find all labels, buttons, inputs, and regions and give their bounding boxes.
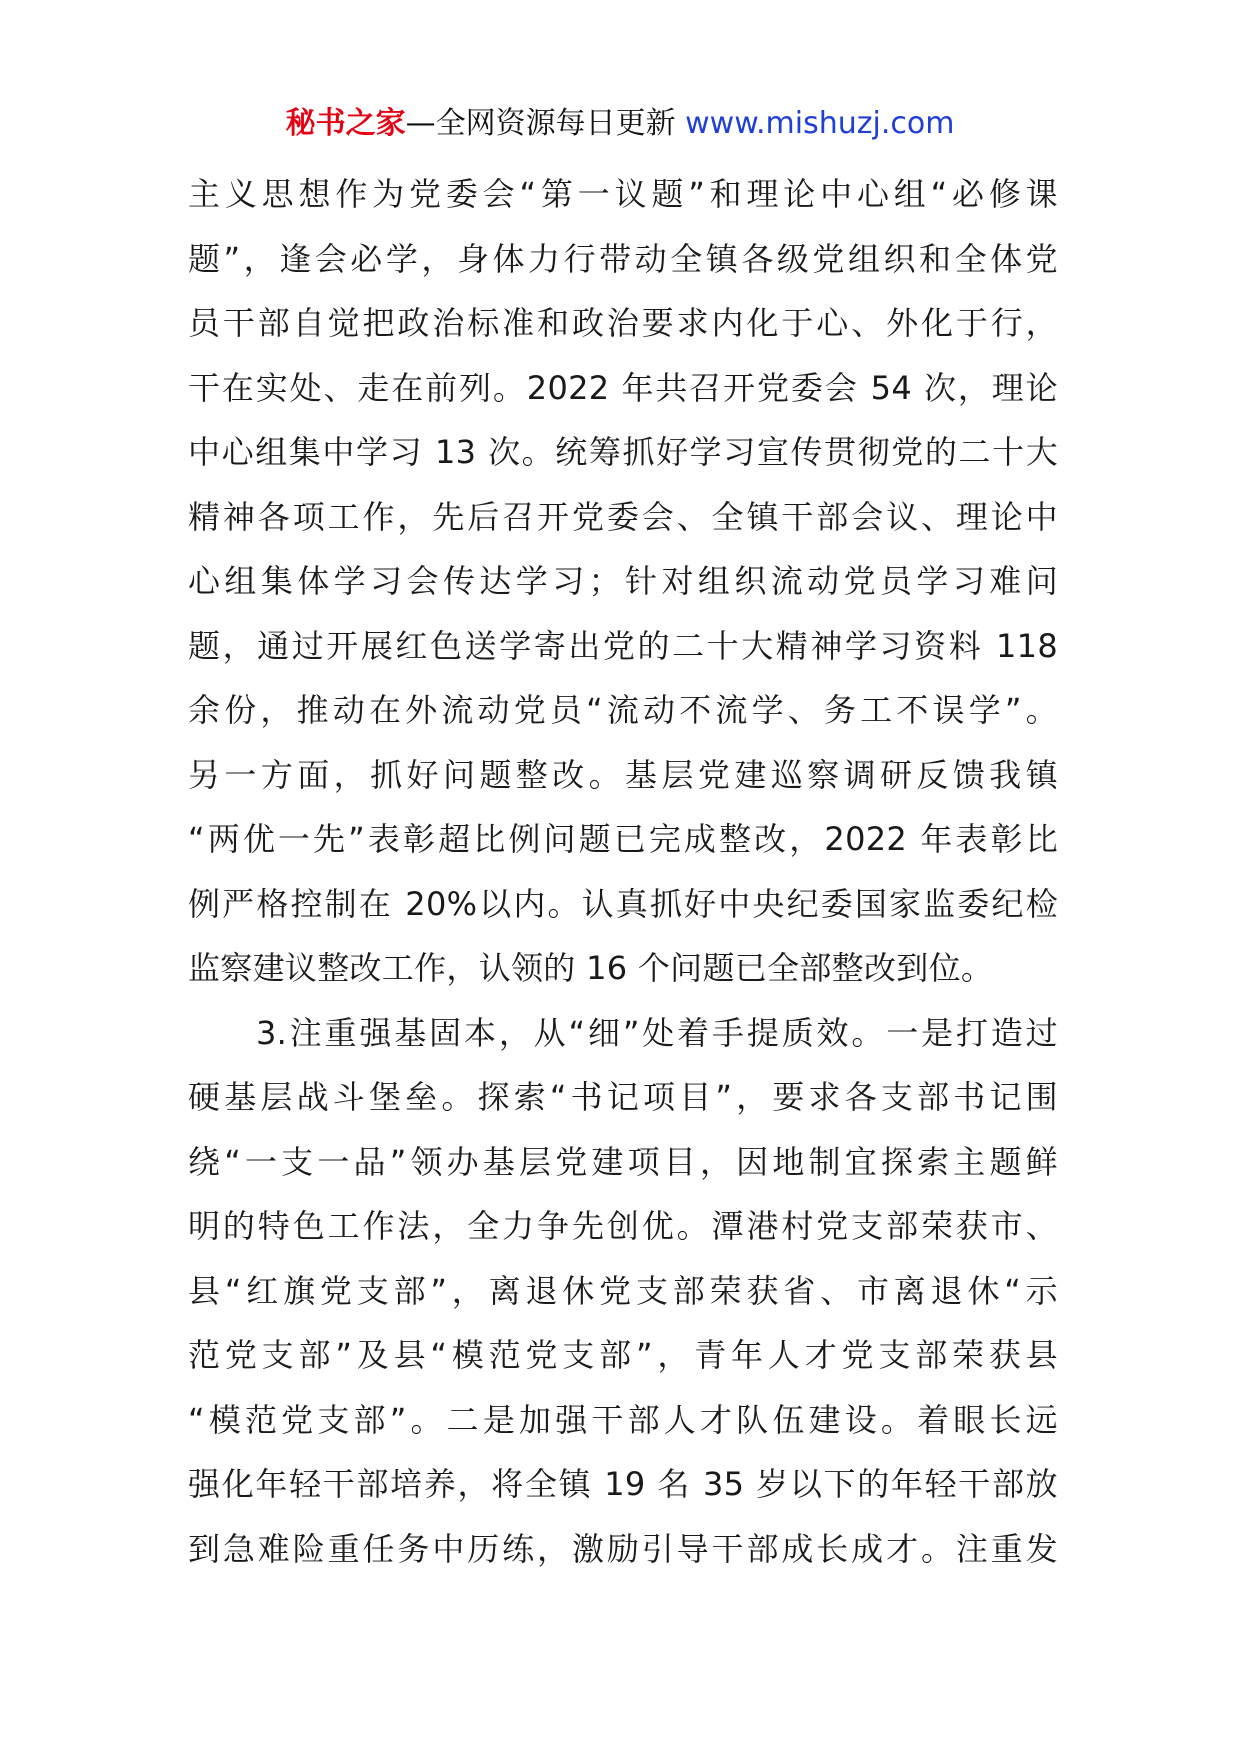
text-line: 中心组集中学习 13 次。统筹抓好学习宣传贯彻党的二十大 bbox=[188, 433, 1058, 471]
text-line: “模范党支部”。二是加强干部人才队伍建设。着眼长远 bbox=[188, 1400, 1058, 1439]
text-line: 心组集体学习会传达学习；针对组织流动党员学习难问 bbox=[188, 562, 1058, 600]
text-line: 绕“一支一品”领办基层党建项目，因地制宜探索主题鲜 bbox=[188, 1142, 1058, 1181]
text-line: 主义思想作为党委会“第一议题”和理论中心组“必修课 bbox=[188, 175, 1058, 213]
text-line: 员干部自觉把政治标准和政治要求内化于心、外化于行， bbox=[188, 304, 1058, 342]
paragraph-start-line: 3.注重强基固本，从“细”处着手提质效。一是打造过 bbox=[256, 1013, 1058, 1052]
text-line: 精神各项工作，先后召开党委会、全镇干部会议、理论中 bbox=[188, 497, 1058, 536]
brand-name: 秘书之家 bbox=[285, 106, 406, 141]
site-header bbox=[0, 104, 1240, 144]
text-line: “两优一先”表彰超比例问题已完成整改，2022 年表彰比 bbox=[188, 820, 1058, 858]
text-line: 县“红旗党支部”，离退休党支部荣获省、市离退休“示 bbox=[188, 1271, 1058, 1310]
site-url-link[interactable]: www.mishuzj.com bbox=[685, 106, 955, 141]
text-line: 到急难险重任务中历练，激励引导干部成长成才。注重发 bbox=[188, 1529, 1058, 1568]
text-line: 干在实处、走在前列。2022 年共召开党委会 54 次，理论 bbox=[188, 368, 1058, 407]
text-line: 余份，推动在外流动党员“流动不流学、务工不误学”。 bbox=[188, 691, 1058, 729]
text-line: 强化年轻干部培养，将全镇 19 名 35 岁以下的年轻干部放 bbox=[188, 1465, 1058, 1503]
text-line: 例严格控制在 20%以内。认真抓好中央纪委国家监委纪检 bbox=[188, 884, 1058, 923]
header-tagline: —全网资源每日更新 bbox=[405, 106, 676, 141]
text-line: 题，通过开展红色送学寄出党的二十大精神学习资料 118 bbox=[188, 626, 1058, 665]
document-body bbox=[188, 162, 1058, 1581]
text-line: 另一方面，抓好问题整改。基层党建巡察调研反馈我镇 bbox=[188, 755, 1058, 794]
text-line: 硬基层战斗堡垒。探索“书记项目”，要求各支部书记围 bbox=[188, 1078, 1058, 1116]
text-line: 范党支部”及县“模范党支部”，青年人才党支部荣获县 bbox=[188, 1336, 1058, 1374]
text-line: 监察建议整改工作，认领的 16 个问题已全部整改到位。 bbox=[188, 949, 994, 987]
text-line: 明的特色工作法，全力争先创优。潭港村党支部荣获市、 bbox=[188, 1207, 1058, 1245]
text-line: 题”，逢会必学，身体力行带动全镇各级党组织和全体党 bbox=[188, 239, 1058, 278]
